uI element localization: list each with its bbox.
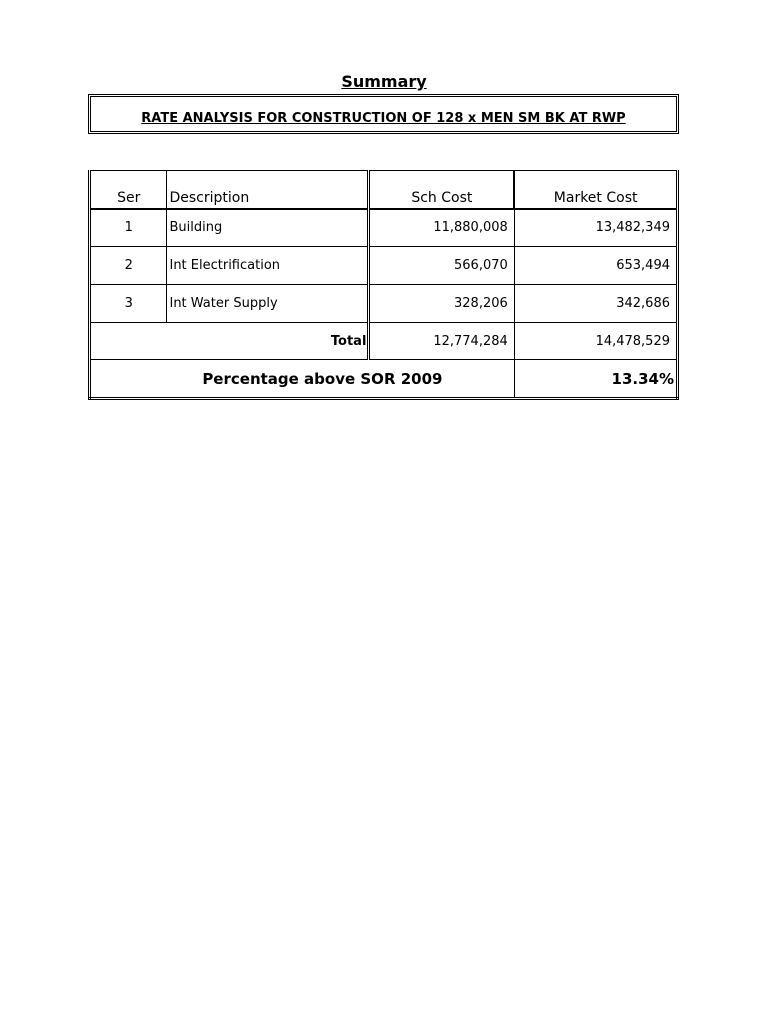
document-subtitle: RATE ANALYSIS FOR CONSTRUCTION OF 128 x MEN SM BK AT RWP	[141, 110, 626, 126]
percentage-label-cell	[90, 360, 515, 399]
header-market-cost: Market Cost	[514, 171, 677, 209]
row-sch-cost: 566,070	[369, 247, 514, 285]
header-description: Description	[167, 171, 369, 209]
page-title: Summary	[341, 72, 427, 91]
row-description: Building	[167, 209, 369, 247]
table-row	[90, 285, 678, 323]
row-ser: 1	[90, 209, 167, 247]
total-row	[90, 323, 678, 360]
row-ser: 2	[90, 247, 167, 285]
row-sch-cost: 328,206	[369, 285, 514, 323]
table-row	[90, 247, 678, 285]
row-description: Int Electrification	[167, 247, 369, 285]
row-description: Int Water Supply	[167, 285, 369, 323]
subtitle-box	[88, 94, 679, 134]
row-ser: 3	[90, 285, 167, 323]
summary-table	[88, 170, 679, 400]
row-market-cost: 653,494	[514, 247, 677, 285]
total-sch-cost: 12,774,284	[369, 323, 514, 360]
row-market-cost: 13,482,349	[514, 209, 677, 247]
percentage-label: Percentage above SOR 2009	[202, 369, 443, 388]
header-sch-cost: Sch Cost	[369, 171, 514, 209]
total-label: Total	[90, 323, 369, 360]
row-sch-cost: 11,880,008	[369, 209, 514, 247]
percentage-row	[90, 360, 678, 399]
table-row	[90, 209, 678, 247]
total-market-cost: 14,478,529	[514, 323, 677, 360]
header-ser: Ser	[90, 171, 167, 209]
percentage-value: 13.34%	[514, 360, 677, 399]
table-header-row	[90, 171, 678, 209]
row-market-cost: 342,686	[514, 285, 677, 323]
